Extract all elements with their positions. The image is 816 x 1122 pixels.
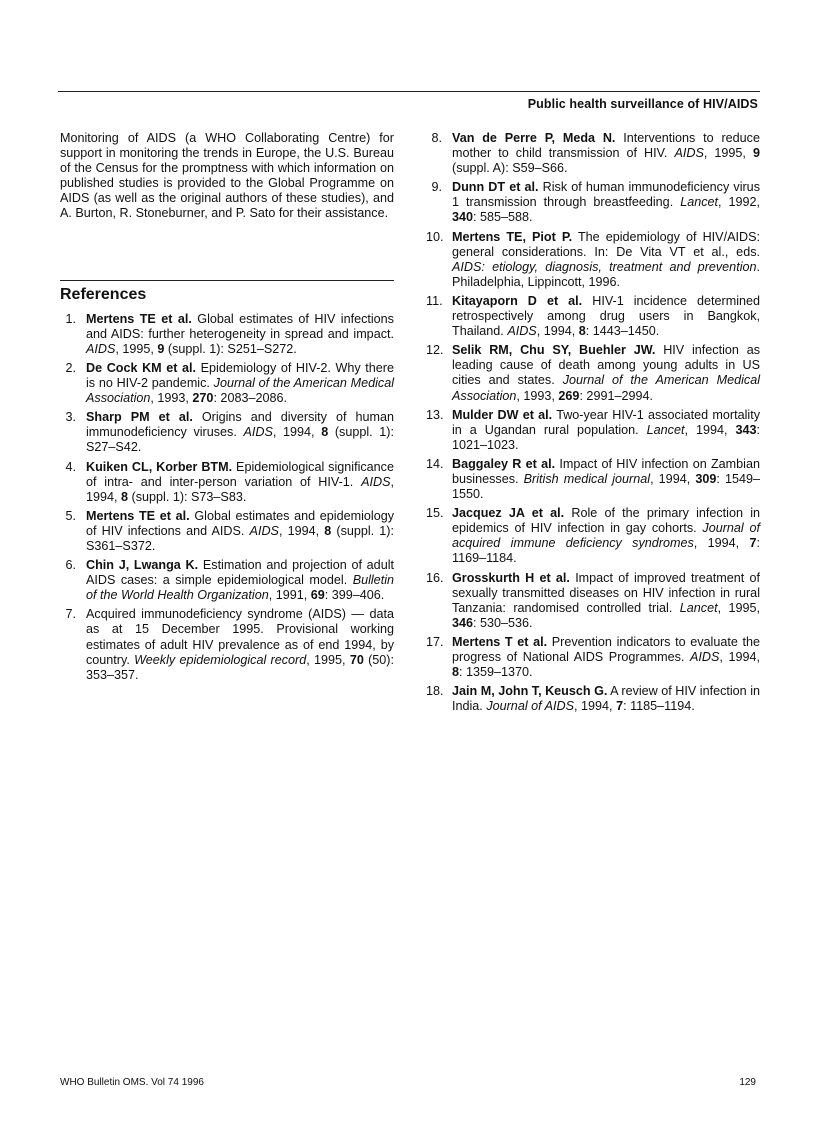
- reference-item: [426, 635, 760, 680]
- reference-journal: AIDS: [689, 650, 720, 664]
- reference-year: , 1994,: [86, 474, 394, 504]
- reference-authors: Jain M, John T, Keusch G.: [452, 684, 608, 699]
- reference-number: 3.: [65, 410, 76, 425]
- reference-item: [426, 684, 760, 714]
- reference-journal: AIDS: [86, 341, 116, 356]
- references-heading: References: [60, 280, 394, 302]
- reference-number: 7.: [65, 607, 76, 622]
- reference-number: 12.: [426, 343, 444, 358]
- reference-journal: Lancet: [646, 422, 685, 437]
- reference-title: Interventions to reduce mother to child transmission of HIV.: [452, 131, 760, 161]
- reference-title: Acquired immunodeficiency syndrome (AIDS) — data as at 15 December 1995. Provisional working estimates of adult HIV prevalence as of end 1994, by country.: [86, 607, 394, 667]
- reference-authors: Grosskurth H et al.: [452, 570, 570, 585]
- reference-number: 6.: [65, 558, 76, 573]
- reference-authors: De Cock KM et al.: [86, 360, 197, 375]
- reference-journal: AIDS: [674, 146, 704, 161]
- reference-number: 18.: [426, 684, 444, 699]
- reference-journal: Journal of the American Medical Association: [452, 373, 760, 403]
- reference-year: , 1994,: [278, 523, 325, 538]
- reference-title: Two-year HIV-1 associated mortality in a Ugandan rural population.: [452, 407, 760, 437]
- left-column: [60, 131, 394, 687]
- reference-authors: Mertens TE, Piot P.: [452, 229, 573, 244]
- page-number: 129: [739, 1077, 756, 1088]
- reference-number: 13.: [426, 407, 444, 422]
- reference-item: [426, 230, 760, 290]
- reference-year: , 1994,: [719, 650, 761, 664]
- reference-number: 2.: [65, 360, 76, 375]
- reference-pages: : 2083–2086.: [213, 391, 287, 406]
- reference-journal: Bulletin of the World Health Organization: [86, 573, 394, 603]
- reference-title: Risk of human immunodeficiency virus 1 transmission through breastfeeding.: [452, 180, 760, 210]
- reference-journal: AIDS: [243, 425, 273, 440]
- reference-item: [60, 460, 394, 505]
- reference-title: Impact of HIV infection on Zambian businesses.: [452, 456, 760, 486]
- reference-volume: 7: [749, 536, 757, 551]
- reference-list-right: [426, 131, 760, 714]
- reference-year: , 1995,: [717, 600, 761, 615]
- reference-pages: : 2991–2994.: [579, 388, 653, 403]
- reference-pages: : 1359–1370.: [459, 665, 533, 680]
- reference-title: HIV-1 incidence determined retrospectively among drug users in Bangkok, Thailand.: [452, 293, 760, 339]
- reference-title: Origins and diversity of human immunodeficiency viruses.: [86, 410, 394, 440]
- reference-authors: Sharp PM et al.: [86, 410, 193, 425]
- reference-volume: 8: [578, 324, 586, 339]
- reference-authors: Mertens T et al.: [452, 634, 548, 649]
- reference-volume: 70: [349, 652, 364, 667]
- reference-pages: : 1549–1550.: [452, 471, 760, 502]
- reference-volume: 346: [452, 615, 474, 630]
- reference-item: [60, 558, 394, 603]
- reference-item: [60, 312, 394, 357]
- reference-item: [426, 343, 760, 403]
- reference-pages: : 1169–1184.: [452, 536, 760, 566]
- reference-journal: AIDS: etiology, diagnosis, treatment and prevention: [452, 259, 757, 274]
- reference-authors: Van de Perre P, Meda N.: [452, 131, 616, 145]
- reference-authors: Kitayaporn D et al.: [452, 293, 583, 308]
- reference-volume: 7: [616, 699, 624, 714]
- reference-number: 1.: [65, 311, 76, 326]
- reference-list-left: [60, 312, 394, 683]
- reference-volume: 8: [321, 425, 329, 440]
- reference-journal: British medical journal: [523, 471, 651, 486]
- reference-authors: Kuiken CL, Korber BTM.: [86, 459, 233, 474]
- reference-year: , 1994,: [574, 699, 617, 714]
- reference-pages: (suppl. 1): S251–S272.: [164, 341, 297, 356]
- reference-pages: : 585–588.: [473, 210, 533, 225]
- reference-item: [60, 410, 394, 455]
- reference-number: 15.: [426, 506, 444, 521]
- reference-year: , 1995,: [306, 652, 350, 667]
- reference-volume: 8: [121, 489, 129, 504]
- reference-item: [60, 361, 394, 406]
- reference-volume: 269: [558, 388, 580, 403]
- reference-number: 5.: [65, 508, 76, 523]
- reference-title: Epidemiology of HIV-2. Why there is no HIV-2 pandemic.: [86, 360, 394, 391]
- reference-journal: AIDS: [361, 474, 391, 489]
- reference-number: 4.: [65, 459, 76, 474]
- reference-number: 9.: [431, 180, 442, 195]
- reference-title: Impact of improved treatment of sexually transmitted diseases on HIV infection in rural Tanzania: randomised controlled trial.: [452, 570, 760, 615]
- reference-pages: (suppl. 1): S361–S372.: [86, 523, 395, 553]
- reference-pages: (suppl. A): S59–S66.: [452, 161, 568, 176]
- reference-year: , 1994,: [272, 425, 322, 440]
- reference-year: , 1995,: [703, 146, 753, 161]
- reference-journal: Lancet: [679, 600, 718, 615]
- reference-authors: Mertens TE et al.: [86, 311, 192, 326]
- reference-title: Role of the primary infection in epidemics of HIV infection in gay cohorts.: [452, 506, 760, 536]
- reference-year: . Philadelphia, Lippincott, 1996.: [452, 259, 760, 289]
- reference-item: [426, 294, 760, 339]
- reference-journal: AIDS: [507, 324, 537, 339]
- reference-item: [426, 506, 760, 566]
- reference-volume: 8: [452, 665, 460, 680]
- reference-journal: Journal of AIDS: [486, 699, 575, 714]
- reference-year: , 1994,: [684, 422, 736, 437]
- reference-pages: : 1021–1023.: [452, 422, 760, 452]
- reference-journal: Lancet: [680, 195, 718, 210]
- reference-number: 8.: [431, 131, 442, 145]
- reference-pages: : 399–406.: [324, 588, 385, 603]
- reference-title: Prevention indicators to evaluate the progress of National AIDS Programmes.: [452, 634, 760, 664]
- reference-item: [426, 457, 760, 502]
- reference-year: , 1994,: [536, 324, 579, 339]
- reference-item: [426, 180, 760, 225]
- reference-journal: Journal of the American Medical Association: [86, 376, 395, 406]
- reference-number: 10.: [426, 229, 444, 244]
- reference-volume: 9: [157, 341, 165, 356]
- reference-volume: 8: [324, 523, 332, 538]
- reference-number: 11.: [426, 293, 443, 308]
- reference-year: , 1991,: [268, 588, 311, 603]
- reference-year: , 1994,: [650, 471, 696, 486]
- right-column: [426, 131, 760, 718]
- reference-authors: Baggaley R et al.: [452, 456, 556, 471]
- reference-item: [60, 509, 394, 554]
- reference-title: A review of HIV infection in India.: [452, 684, 760, 714]
- reference-year: , 1993,: [516, 388, 559, 403]
- acknowledgement-text: Monitoring of AIDS (a WHO Collaborating Centre) for support in monitoring the trends in Europe, the U.S. Bureau of the Census for the promptness with which information on published studies is provided to the Global Programme on AIDS (as well as the original authors of these studies), and A. Burton, R. Stoneburner, and P. Sato for their assistance.: [60, 131, 394, 221]
- reference-title: Global estimates of HIV infections and AIDS: further heterogeneity in spread and impact.: [86, 311, 394, 341]
- reference-volume: 69: [310, 588, 325, 603]
- reference-year: , 1994,: [693, 536, 750, 551]
- reference-volume: 9: [752, 146, 760, 161]
- reference-volume: 270: [192, 391, 214, 406]
- reference-authors: Selik RM, Chu SY, Buehler JW.: [452, 343, 656, 358]
- reference-authors: Dunn DT et al.: [452, 180, 539, 195]
- reference-item: [426, 571, 760, 631]
- reference-pages: (50): 353–357.: [86, 652, 394, 682]
- reference-title: Estimation and projection of adult AIDS cases: a simple epidemiological model.: [86, 558, 394, 588]
- reference-number: 14.: [426, 456, 444, 471]
- reference-item: [60, 607, 394, 682]
- reference-pages: : 1185–1194.: [623, 699, 695, 714]
- footer-journal: WHO Bulletin OMS. Vol 74 1996: [60, 1077, 204, 1088]
- reference-item: [426, 408, 760, 453]
- reference-pages: : 530–536.: [473, 615, 533, 630]
- reference-pages: (suppl. 1): S27–S42.: [86, 425, 395, 455]
- reference-authors: Jacquez JA et al.: [452, 506, 565, 521]
- header-rule: [58, 91, 760, 92]
- reference-authors: Mulder DW et al.: [452, 407, 553, 422]
- reference-item: [426, 131, 760, 176]
- reference-journal: Weekly epidemiological record: [134, 652, 307, 667]
- reference-volume: 309: [695, 471, 717, 486]
- reference-title: Global estimates and epidemiology of HIV infections and AIDS.: [86, 508, 394, 538]
- reference-year: , 1995,: [115, 341, 158, 356]
- reference-authors: Chin J, Lwanga K.: [86, 558, 199, 573]
- reference-volume: 340: [452, 210, 474, 225]
- reference-pages: (suppl. 1): S73–S83.: [128, 489, 247, 504]
- reference-volume: 343: [735, 422, 757, 437]
- reference-title: Epidemiological significance of intra- and inter-person variation of HIV-1.: [86, 459, 394, 489]
- reference-year: , 1992,: [718, 195, 761, 210]
- running-head: Public health surveillance of HIV/AIDS: [527, 97, 758, 111]
- reference-journal: Journal of acquired immune deficiency syndromes: [452, 521, 761, 551]
- reference-title: HIV infection as leading cause of death among young adults in US cities and states.: [452, 343, 760, 388]
- reference-title: The epidemiology of HIV/AIDS: general considerations. In: De Vita VT et al., eds.: [452, 229, 760, 259]
- reference-pages: : 1443–1450.: [585, 324, 660, 339]
- reference-authors: Mertens TE et al.: [86, 508, 190, 523]
- reference-number: 17.: [426, 634, 444, 649]
- reference-number: 16.: [426, 570, 444, 585]
- reference-year: , 1993,: [150, 391, 193, 406]
- reference-journal: AIDS: [249, 523, 279, 538]
